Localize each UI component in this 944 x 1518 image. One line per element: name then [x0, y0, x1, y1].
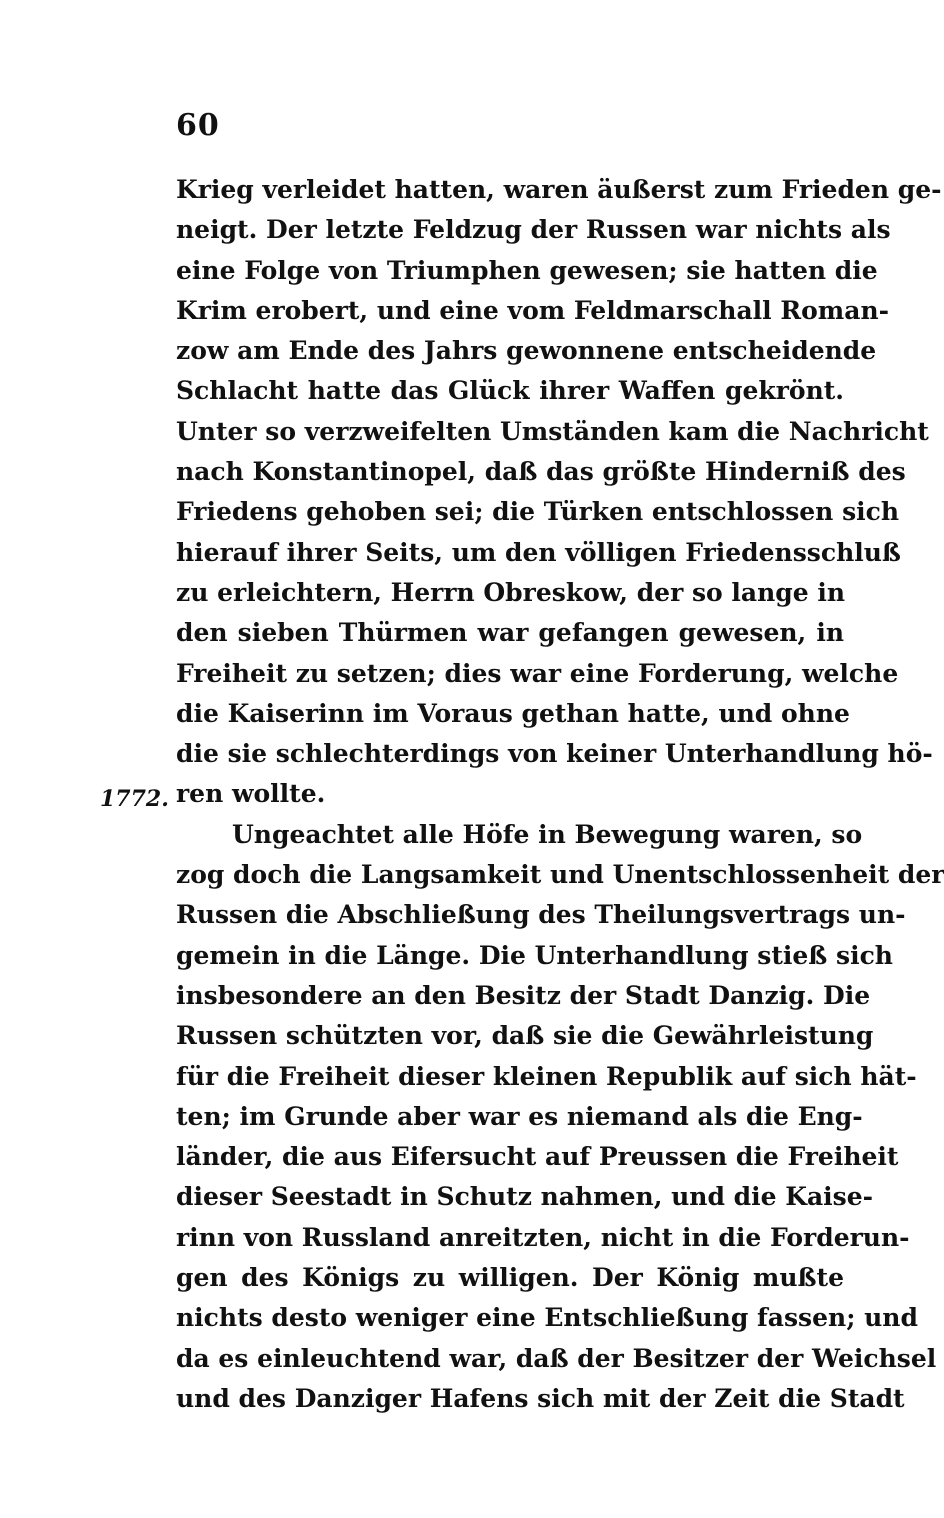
text-line: Russen die Abschließung des Theilungsvertrags un- — [176, 900, 906, 930]
text-line: rinn von Russland anreitzten, nicht in die Forderun- — [176, 1222, 910, 1252]
text-line: und des Danziger Hafens sich mit der Zeit die Stadt — [176, 1383, 905, 1413]
text-line: länder, die aus Eifersucht auf Preussen die Freiheit — [176, 1142, 899, 1172]
text-line: gen des Königs zu willigen. Der König mußte — [176, 1263, 844, 1293]
text-line: ten; im Grunde aber war es niemand als die Eng- — [176, 1101, 863, 1131]
text-line: die Kaiserinn im Voraus gethan hatte, und ohne — [176, 698, 850, 728]
margin-year-note: 1772. — [100, 786, 169, 812]
body-text — [176, 170, 944, 1419]
text-line: die sie schlechterdings von keiner Unterhandlung hö- — [176, 739, 933, 769]
text-line: neigt. Der letzte Feldzug der Russen war nichts als — [176, 215, 891, 245]
text-line: dieser Seestadt in Schutz nahmen, und die Kaise- — [176, 1182, 874, 1212]
text-line: für die Freiheit dieser kleinen Republik auf sich hät- — [176, 1061, 917, 1091]
page-number: 60 — [176, 108, 220, 143]
text-line: hierauf ihrer Seits, um den völligen Friedensschluß — [176, 537, 901, 567]
text-line: Krieg verleidet hatten, waren äußerst zum Frieden ge- — [176, 175, 942, 204]
text-line: Freiheit zu setzen; dies war eine Forderung, welche — [176, 658, 899, 688]
text-line: Schlacht hatte das Glück ihrer Waffen gekrönt. — [176, 376, 844, 406]
text-line: da es einleuchtend war, daß der Besitzer der Weichsel — [176, 1343, 937, 1373]
text-line: Krim erobert, und eine vom Feldmarschall Roman- — [176, 295, 890, 325]
text-line: nach Konstantinopel, daß das größte Hinderniß des — [176, 457, 906, 487]
text-line: Ungeachtet alle Höfe in Bewegung waren, so — [232, 819, 863, 849]
text-line: gemein in die Länge. Die Unterhandlung stieß sich — [176, 940, 893, 970]
text-line: insbesondere an den Besitz der Stadt Danzig. Die — [176, 980, 871, 1010]
text-line: zu erleichtern, Herrn Obreskow, der so lange in — [176, 577, 846, 607]
text-line: Friedens gehoben sei; die Türken entschlossen sich — [176, 497, 900, 527]
text-line: zow am Ende des Jahrs gewonnene entscheidende — [176, 336, 877, 366]
text-line: Russen schützten vor, daß sie die Gewährleistung — [176, 1021, 874, 1051]
text-line: Unter so verzweifelten Umständen kam die Nachricht — [176, 416, 929, 446]
text-line: ren wollte. — [176, 779, 326, 809]
text-line: eine Folge von Triumphen gewesen; sie hatten die — [176, 255, 878, 285]
text-line: zog doch die Langsamkeit und Unentschlossenheit der — [176, 860, 944, 890]
text-line: nichts desto weniger eine Entschließung fassen; und — [176, 1303, 918, 1333]
text-line: den sieben Thürmen war gefangen gewesen, in — [176, 618, 844, 648]
